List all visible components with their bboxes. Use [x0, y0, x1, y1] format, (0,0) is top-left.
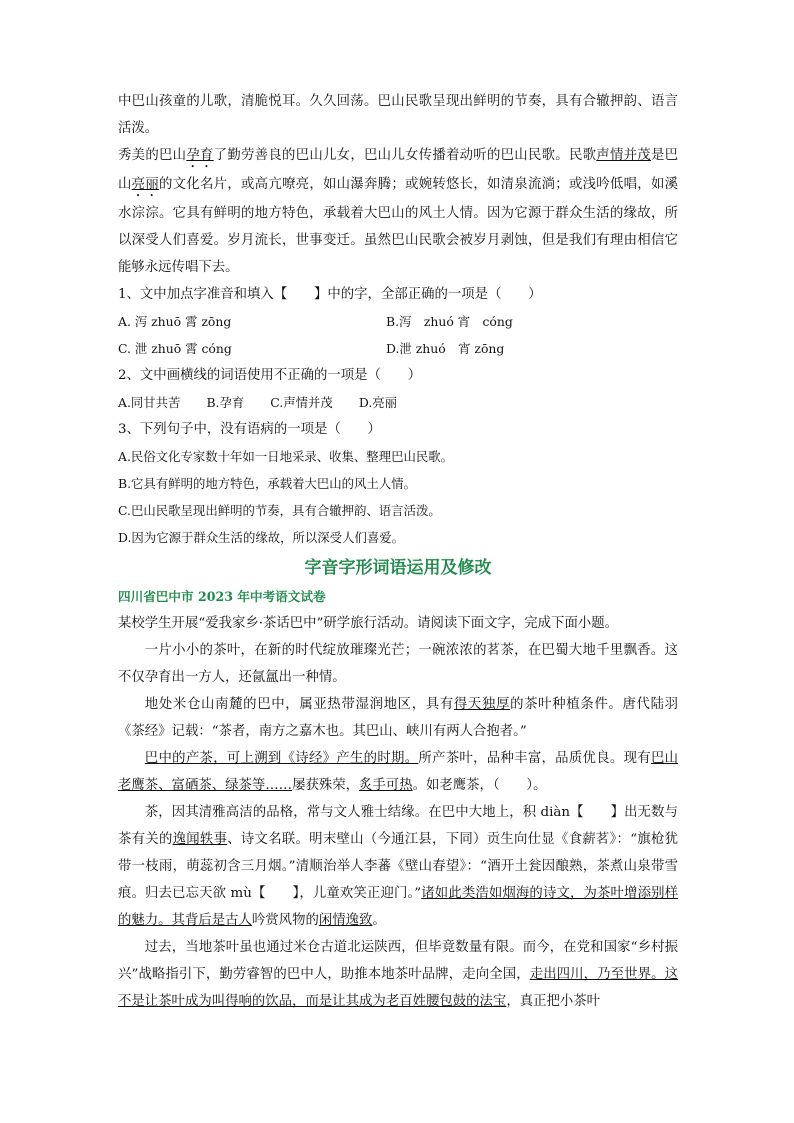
tea-paragraph-5 [118, 934, 678, 1015]
text-run: 茶，因其清雅高洁的品格，常与文人雅士结缘。在巴中大地上，积 diàn【 】出无数与茶有关的 [118, 805, 678, 847]
intro-paragraph: 中巴山孩童的儿歌，清脆悦耳。久久回荡。巴山民歌呈现出鲜明的节奏，具有合辙押韵、语言活泼。 [118, 94, 678, 136]
underlined-word-detiandouhou: 得天独厚 [453, 697, 511, 712]
text-run: 秀美的巴山 [118, 148, 187, 163]
exam-source: 四川省巴中市 2023 年中考语文试卷 [118, 589, 326, 604]
q3-option-a: A.民俗文化专家数十年如一日地采录、收集、整理巴山民歌。 [118, 449, 454, 464]
section-title: 字音字形词语运用及修改 [304, 558, 492, 578]
text-run: 。 [372, 913, 386, 928]
q1-option-a: A. 泻 zhuō 霄 zōng [118, 314, 232, 329]
q3-option-c: C.巴山民歌呈现出鲜明的节奏，具有合辙押韵、语言活泼。 [118, 503, 441, 518]
tea-paragraph-3 [118, 745, 678, 799]
underlined-word-shengqingbingmao: 声情并茂 [596, 148, 651, 163]
underlined-word-liangli: 亮丽 [131, 177, 160, 192]
underlined-word-xianqingyizhi: 闲情逸致 [318, 913, 373, 928]
q1-option-b: B.泻 zhuó 宵 cóng [386, 314, 513, 329]
q1-option-c: C. 泄 zhuō 霄 cóng [118, 341, 232, 356]
question-2-options [118, 389, 678, 416]
text-run: 的茶叶种植条件。唐代陆羽《茶经》记载：“茶者，南方之嘉木也。其巴山、峡川有两人合抱者。” [118, 697, 679, 739]
question-3-stem: 3、下列句子中，没有语病的一项是（ ） [118, 422, 381, 437]
underlined-sentence-bushi: 这不是让茶叶成为叫得响的饮品，而是让其成为老百姓腰包鼓的 [118, 967, 679, 1009]
tea-paragraph-2 [118, 691, 678, 745]
q1-option-d: D.泄 zhuó 宵 zōng [386, 341, 505, 356]
question-2-stem: 2、文中画横线的词语使用不正确的一项是（ ） [118, 368, 422, 383]
q2-option-d: D.亮丽 [358, 395, 398, 410]
text-run: 过去，当地茶叶虽也通过米仓古道北运陕西，但毕竟数量有限。而今，在党和国家“乡村振兴”战略指引下，勤劳睿智的巴中人，助推本地茶叶品牌，走向全国， [118, 940, 678, 982]
q2-option-b: B.孕育 [206, 395, 245, 410]
text-run: 。如老鹰茶，（ ）。 [412, 778, 547, 793]
text-run: ，真正把小茶叶 [506, 994, 601, 1009]
tea-paragraph-1: 一片小小的茶叶，在新的时代绽放璀璨光芒；一碗浓浓的茗茶，在巴蜀大地千里飘香。这不仅孕育出一方人，还氤氲出一种情。 [118, 643, 678, 685]
bashan-folk-song-paragraph [118, 142, 678, 281]
text-run: 所产茶叶，品种丰富，品质优良。现有 [418, 751, 651, 766]
tea-paragraph-4 [118, 799, 678, 934]
task-instruction: 某校学生开展“爱我家乡·茶话巴中”研学旅行活动。请阅读下面文字，完成下面小题。 [118, 616, 619, 631]
underlined-word-fabao: 法宝 [479, 994, 507, 1009]
q2-option-c: C.声情并茂 [270, 395, 333, 410]
text-run: 是巴山 [118, 148, 679, 192]
page-content [118, 88, 678, 1015]
underlined-word-zhishoukere: 炙手可热 [359, 778, 413, 793]
text-run: 吟赏风物的 [251, 913, 319, 928]
question-1-options-row1 [118, 308, 678, 335]
underlined-word-yunyu: 孕育 [186, 148, 214, 163]
text-run: 地处米仓山南麓的巴中，属亚热带湿润地区，具有 [144, 697, 454, 712]
question-1-stem: 1、文中加点字准音和填入【 】中的字，全部正确的一项是（ ） [118, 287, 542, 302]
question-1-options-row2 [118, 335, 678, 362]
q3-option-b: B.它具有鲜明的地方特色，承载着大巴山的风土人情。 [118, 476, 417, 491]
underlined-sentence-zouchusichuan: 走出四川，乃至世界。 [529, 967, 665, 982]
q3-option-d: D.因为它源于群众生活的缘故，所以深受人们喜爱。 [118, 530, 405, 545]
underlined-sentence-shangsu: 巴中的产茶，可上溯到《诗经》产生的时期。 [144, 751, 419, 766]
q2-option-a: A.同甘共苦 [118, 395, 181, 410]
underlined-tea-list: 巴山老鹰茶、富硒茶、绿茶等…… [118, 751, 679, 793]
text-run: 的文化名片，或高亢嘹亮，如山瀑奔腾；或婉转悠长，如清泉流淌；或浅吟低唱，如溪水淙淙。它具有鲜明的地方特色，承载着大巴山的风土人情。因为它源于群众生活的缘故，所以深受人们喜爱。岁月流长，世事变迁。虽然巴山民歌会被岁月剥蚀，但是我们有理由相信它能够永远传唱下去。 [118, 177, 679, 275]
underlined-word-yiwenyishi: 逸闻轶事 [172, 832, 228, 847]
text-run: 了勤劳善良的巴山儿女，巴山儿女传播着动听的巴山民歌。民歌 [213, 148, 597, 163]
text-run: 屡获殊荣， [292, 778, 360, 793]
text-run: 、诗文名联。明末壁山（今通江县，下同）贡生向仕显《食薪茗》：“旗枪犹带一枝雨，萌蕊初含三月烟。”清顺治举人李蕃《壁山春望》：“酒开土瓮因酿熟，茶煮山泉带雪痕。归去已忘天欲 mù【 】，儿童欢笑正迎门。” [118, 832, 678, 901]
underlined-sentence-haoruyanhai: 诸如此类浩如烟海的诗文，为茶叶增添别样的魅力。其背后是古人 [118, 886, 678, 928]
